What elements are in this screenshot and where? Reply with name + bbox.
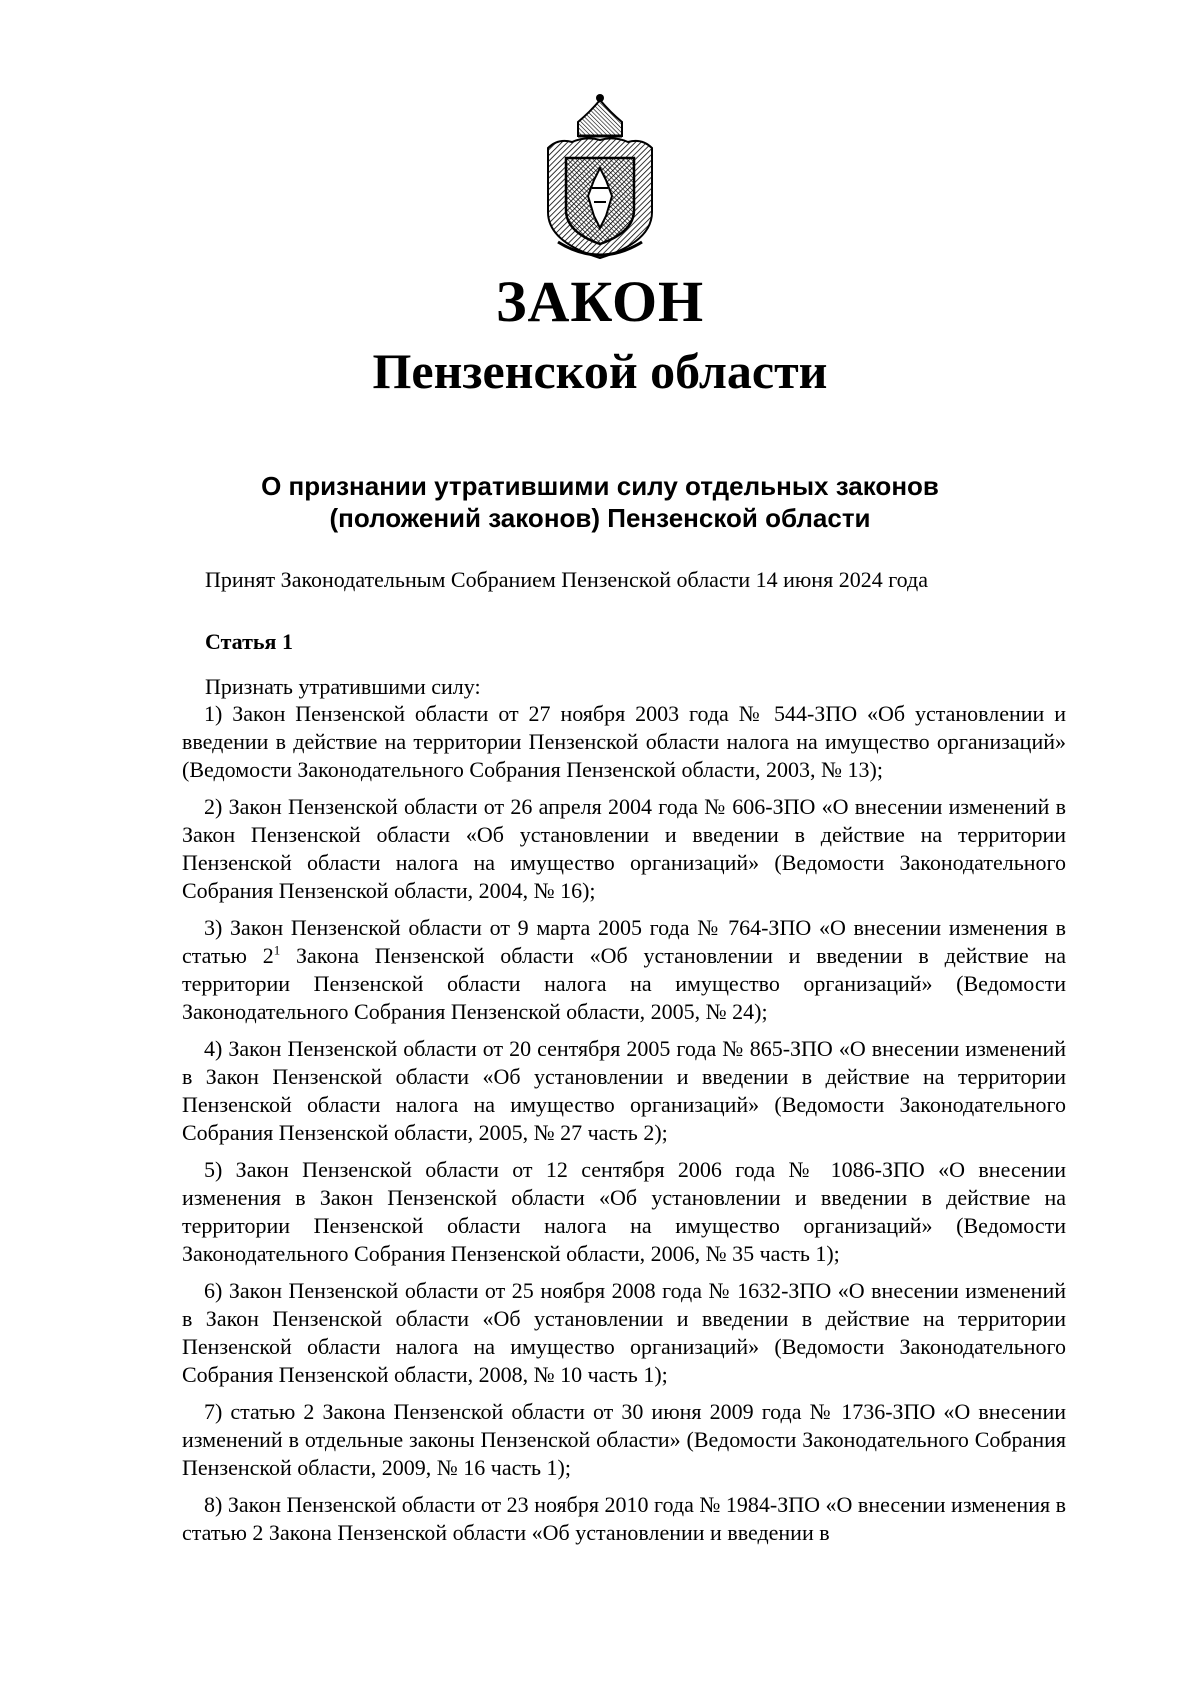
adoption-line: Принят Законодательным Собранием Пензенской области 14 июня 2024 года (205, 567, 928, 592)
article-items (182, 700, 1066, 1556)
list-item: 7) статью 2 Закона Пензенской области от 30 июня 2009 года № 1736-ЗПО «О внесении изменений в отдельные законы Пензенской области» (Ведомости Законодательного Собрания Пензенской области, 2009, № 16 часть 1); (182, 1399, 1066, 1480)
list-item: 5) Закон Пензенской области от 12 сентября 2006 года № 1086-ЗПО «О внесении изменения в Закон Пензенской области «Об установлении и введении в действие на территории Пензенской области налога на имущество организаций» (Ведомости Законодательного Собрания Пензенской области, 2006, № 35 часть 1); (182, 1157, 1066, 1266)
law-heading (0, 268, 1200, 402)
list-item: 1) Закон Пензенской области от 27 ноября 2003 года № 544-ЗПО «Об установлении и введении в действие на территории Пензенской области налога на имущество организаций» (Ведомости Законодательного Собрания Пензенской области, 2003, № 13); (182, 701, 1066, 782)
item-text-after: Закона Пензенской области «Об установлении и введении в действие на территории Пензенской области налога на имущество организаций» (Ведомости Законодательного Собрания Пензенской области, 2005, № 24); (182, 943, 1066, 1024)
title-line-1: О признании утратившими силу отдельных законов (261, 471, 939, 501)
law-word: ЗАКОН (495, 269, 705, 334)
coat-of-arms-icon (538, 92, 662, 262)
item-text-before: 3) Закон Пензенской области от 9 марта 2005 года № 764-ЗПО «О внесении изменения в статью 2 (182, 915, 1066, 968)
list-item (182, 914, 1066, 1026)
list-item: 6) Закон Пензенской области от 25 ноября 2008 года № 1632-ЗПО «О внесении изменений в Закон Пензенской области «Об установлении и введении в действие на территории Пензенской области налога на имущество организаций» (Ведомости Законодательного Собрания Пензенской области, 2008, № 10 часть 1); (182, 1278, 1066, 1387)
document-title (150, 470, 1050, 534)
list-item: 4) Закон Пензенской области от 20 сентября 2005 года № 865-ЗПО «О внесении изменений в Закон Пензенской области «Об установлении и введении в действие на территории Пензенской области налога на имущество организаций» (Ведомости Законодательного Собрания Пензенской области, 2005, № 27 часть 2); (182, 1036, 1066, 1145)
title-line-2: (положений законов) Пензенской области (329, 503, 871, 533)
superscript: 1 (273, 942, 281, 958)
article-heading: Статья 1 (205, 629, 293, 654)
list-item: 2) Закон Пензенской области от 26 апреля 2004 года № 606-ЗПО «О внесении изменений в Закон Пензенской области «Об установлении и введении в действие на территории Пензенской области налога на имущество организаций» (Ведомости Законодательного Собрания Пензенской области, 2004, № 16); (182, 794, 1066, 903)
article-intro: Признать утратившими силу: (205, 674, 481, 699)
region-name: Пензенской области (372, 343, 828, 399)
list-item: 8) Закон Пензенской области от 23 ноября 2010 года № 1984-ЗПО «О внесении изменения в статью 2 Закона Пензенской области «Об установлении и введении в (182, 1492, 1066, 1545)
